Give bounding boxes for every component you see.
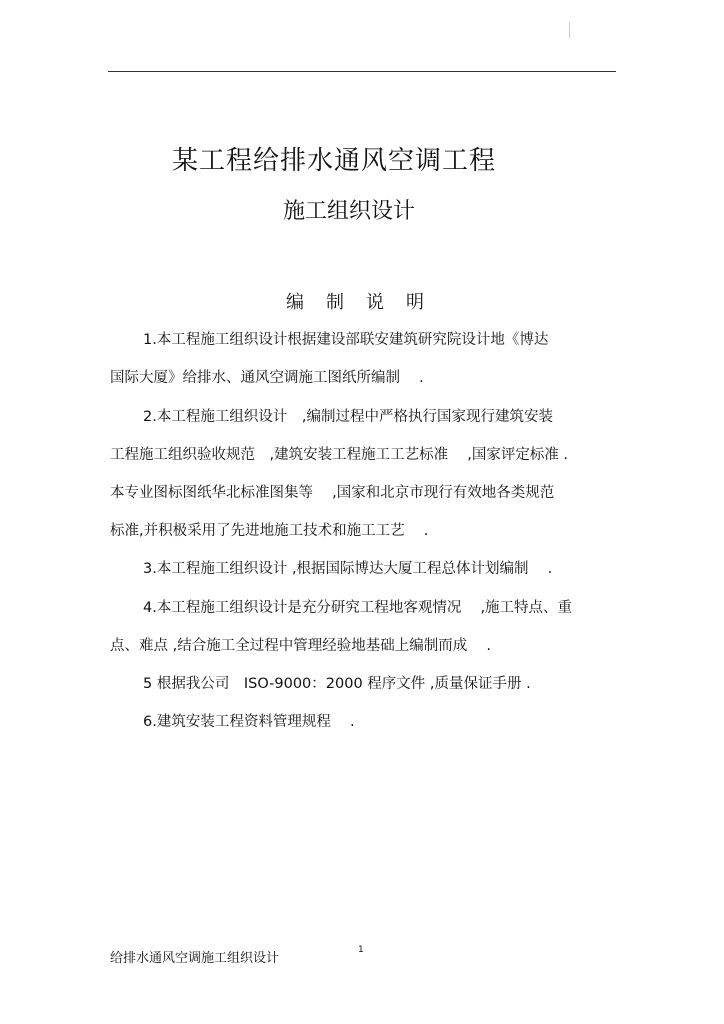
paragraph-line: 3.本工程施工组织设计 ,根据国际博达大厦工程总体计划编制 . [143, 561, 553, 577]
paragraph-line: 5 根据我公司 ISO-9000：2000 程序文件 ,质量保证手册 . [143, 676, 531, 692]
paragraph-line: 点、难点 ,结合施工全过程中管理经验地基础上编制而成 . [110, 638, 491, 654]
paragraph-line: 6.建筑安装工程资料管理规程 . [143, 714, 355, 730]
corner-mark [569, 22, 570, 38]
paragraph-line: 本专业图标图纸华北标准图集等 ,国家和北京市现行有效地各类规范 [110, 485, 555, 501]
header-rule [108, 71, 616, 72]
paragraph-line: 2.本工程施工组织设计 ,编制过程中严格执行国家现行建筑安装 [143, 409, 553, 425]
paragraph-line: 国际大厦》给排水、通风空调施工图纸所编制 . [110, 370, 424, 386]
document-subtitle: 施工组织设计 [283, 199, 416, 224]
footer-title: 给排水通风空调施工组织设计 [110, 951, 280, 966]
page-number: 1 [358, 945, 364, 955]
paragraph-line: 4.本工程施工组织设计是充分研究工程地客观情况 ,施工特点、重 [143, 600, 573, 616]
paragraph-line: 工程施工组织验收规范 ,建筑安装工程施工工艺标准 ,国家评定标准 . [110, 447, 569, 463]
document-title: 某工程给排水通风空调工程 [172, 146, 497, 176]
paragraph-line: 标准,并积极采用了先进地施工技术和施工工艺 . [110, 523, 429, 539]
section-heading: 编制说明 [286, 292, 446, 313]
paragraph-line: 1.本工程施工组织设计根据建设部联安建筑研究院设计地《博达 [143, 332, 549, 348]
